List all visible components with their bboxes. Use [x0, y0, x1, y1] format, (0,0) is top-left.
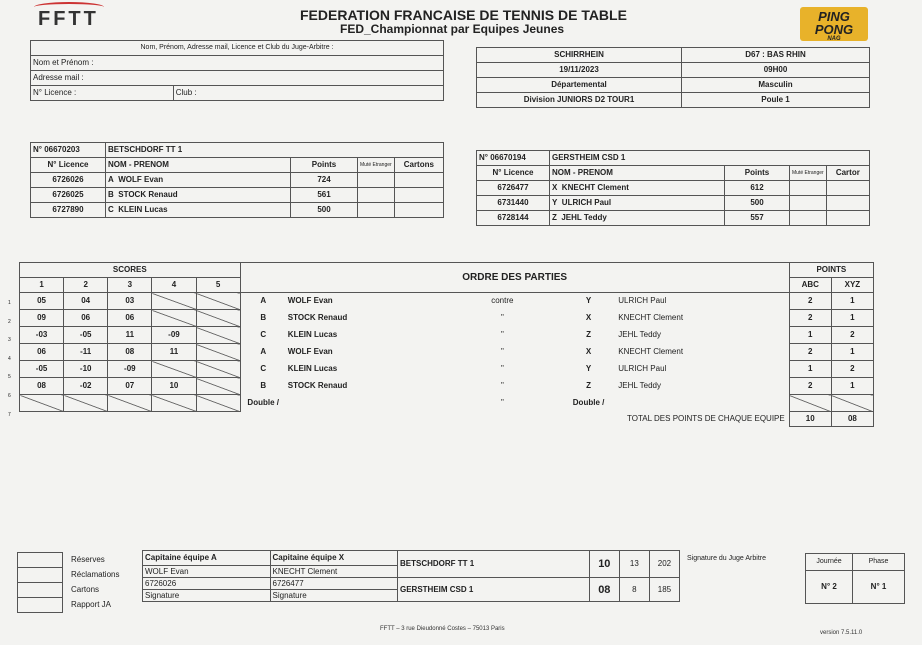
contre-label: "	[500, 398, 504, 407]
ping-pong-badge: PING PONG NAG	[800, 7, 868, 41]
set-score-cell[interactable]: -10	[64, 361, 108, 378]
player-name: WOLF Evan	[118, 175, 164, 184]
team-x-player-row	[477, 181, 870, 196]
phase-label: Phase	[853, 554, 905, 571]
player-x-name: JEHL Teddy	[618, 330, 661, 339]
set-score-cell[interactable]: 09	[20, 310, 64, 327]
player-mute-cell[interactable]	[790, 211, 827, 226]
set-score-cell[interactable]: 06	[64, 310, 108, 327]
points-heading: POINTS	[789, 263, 873, 278]
team-a-numero: N° 06670203	[31, 143, 106, 158]
spacer	[774, 293, 789, 310]
set-header: 3	[108, 278, 152, 293]
set-score-cell[interactable]: 04	[64, 293, 108, 310]
points-xyz: 1	[831, 310, 873, 327]
team-a-col-points: Points	[291, 158, 358, 173]
set-score-cell[interactable]	[20, 395, 64, 412]
team-a-col-licence: N° Licence	[31, 158, 106, 173]
points-abc: 2	[789, 378, 831, 395]
set-score-cell[interactable]	[196, 395, 240, 412]
team-x-player-row	[477, 211, 870, 226]
set-score-cell[interactable]: 05	[20, 293, 64, 310]
player-x-name: KNECHT Clement	[618, 347, 684, 356]
player-name: ULRICH Paul	[561, 198, 612, 207]
set-score-cell[interactable]	[108, 395, 152, 412]
set-score-cell[interactable]	[152, 310, 196, 327]
player-points: 612	[725, 181, 790, 196]
set-score-cell[interactable]: -02	[64, 378, 108, 395]
arbitre-heading: Nom, Prénom, Adresse mail, Licence et Club du Juge-Arbitre :	[31, 41, 444, 56]
team-x-col-nom: NOM - PRENOM	[550, 166, 725, 181]
res-a-col3: 202	[649, 551, 679, 578]
player-a-letter: C	[260, 330, 267, 339]
parties-table	[19, 262, 874, 427]
page-subtitle: FED_Championnat par Equipes Jeunes	[340, 22, 565, 36]
spacer	[774, 378, 789, 395]
player-a-letter: A	[260, 296, 267, 306]
player-letter: Z	[552, 213, 557, 222]
team-x-name: GERSTHEIM CSD 1	[550, 151, 870, 166]
set-score-cell[interactable]: 06	[108, 310, 152, 327]
spacer	[774, 344, 789, 361]
ordre-heading: ORDRE DES PARTIES	[240, 263, 789, 293]
match-niveau: Départemental	[477, 78, 682, 93]
player-cartons-cell[interactable]	[394, 203, 443, 218]
set-score-cell[interactable]: -11	[64, 344, 108, 361]
check-box[interactable]	[18, 598, 63, 613]
player-licence: 6727890	[31, 203, 106, 218]
points-xyz: 2	[831, 361, 873, 378]
match-info-table	[476, 47, 870, 108]
player-a-name	[286, 395, 444, 412]
partie-row	[20, 395, 874, 412]
player-licence: 6728144	[477, 211, 550, 226]
player-a-name: STOCK Renaud	[287, 381, 348, 390]
row-number: 5	[8, 374, 11, 381]
set-score-cell[interactable]: 11	[152, 344, 196, 361]
row-numbers	[8, 300, 16, 430]
partie-row	[20, 344, 874, 361]
player-cartons-cell[interactable]	[394, 188, 443, 203]
contre-label: "	[500, 381, 504, 390]
match-sexe: Masculin	[682, 78, 870, 93]
total-xyz: 08	[831, 412, 873, 427]
player-a-name: KLEIN Lucas	[287, 364, 338, 373]
team-a-col-nom: NOM - PRENOM	[106, 158, 291, 173]
team-x-table	[476, 150, 870, 226]
player-letter: C	[108, 205, 114, 214]
team-a-player-row	[31, 173, 444, 188]
partie-row	[20, 327, 874, 344]
player-a-name: STOCK Renaud	[287, 313, 348, 322]
team-x-col-mute: Muté Etranger	[790, 166, 827, 181]
player-x-name: KNECHT Clement	[618, 313, 684, 322]
cap-a-title: Capitaine équipe A	[143, 551, 271, 566]
player-x-name: ULRICH Paul	[618, 296, 667, 306]
contre-label: "	[500, 313, 504, 322]
row-number: 2	[8, 318, 11, 325]
set-score-cell[interactable]	[196, 361, 240, 378]
abc-header: ABC	[789, 278, 831, 293]
match-date: 19/11/2023	[477, 63, 682, 78]
partie-row	[20, 310, 874, 327]
team-a-col-cartons: Cartons	[394, 158, 443, 173]
player-a-letter: Double /	[247, 398, 279, 407]
set-score-cell[interactable]	[152, 361, 196, 378]
partie-row	[20, 361, 874, 378]
res-x-team: GERSTHEIM CSD 1	[398, 578, 590, 602]
player-a-letter: B	[260, 381, 267, 390]
player-points: 724	[291, 173, 358, 188]
set-score-cell[interactable]: 11	[108, 327, 152, 344]
set-score-cell[interactable]: -05	[64, 327, 108, 344]
journee-table	[805, 553, 905, 604]
team-x-col-points: Points	[725, 166, 790, 181]
match-departement: D67 : BAS RHIN	[682, 48, 870, 63]
match-poule: Poule 1	[682, 93, 870, 108]
player-mute-cell[interactable]	[358, 173, 395, 188]
player-x-letter: Z	[586, 330, 592, 339]
team-x-player-row	[477, 196, 870, 211]
total-abc: 10	[789, 412, 831, 427]
journee-value: N° 2	[806, 571, 853, 604]
set-score-cell[interactable]: 08	[108, 344, 152, 361]
row-number: 6	[8, 392, 11, 399]
team-a-player-row	[31, 188, 444, 203]
player-mute-cell[interactable]	[358, 188, 395, 203]
team-a-player-row	[31, 203, 444, 218]
check-box[interactable]	[18, 553, 63, 568]
cap-x-signature[interactable]: Signature	[270, 590, 398, 602]
set-score-cell[interactable]: -09	[152, 327, 196, 344]
team-x-col-cartons: Cartor	[826, 166, 869, 181]
set-score-cell[interactable]: -05	[20, 361, 64, 378]
contre-label: "	[500, 364, 504, 373]
cap-x-name: KNECHT Clement	[270, 566, 398, 578]
team-a-col-mute: Muté Etranger	[358, 158, 395, 173]
fftt-logo: FFTT	[38, 8, 99, 31]
set-score-cell[interactable]	[196, 327, 240, 344]
team-a-table	[30, 142, 444, 218]
spacer	[774, 310, 789, 327]
set-score-cell[interactable]: -09	[108, 361, 152, 378]
player-name: KNECHT Clement	[561, 183, 629, 192]
set-score-cell[interactable]: -03	[20, 327, 64, 344]
spacer	[774, 327, 789, 344]
arbitre-mail-label[interactable]: Adresse mail :	[31, 71, 444, 86]
page-title: FEDERATION FRANCAISE DE TENNIS DE TABLE	[300, 7, 627, 23]
points-abc: 2	[789, 310, 831, 327]
set-header: 4	[152, 278, 196, 293]
team-x-numero: N° 06670194	[477, 151, 550, 166]
arbitre-table	[30, 40, 444, 101]
footer-address: FFTT – 3 rue Dieudonné Costes – 75013 Paris	[380, 626, 505, 632]
row-number: 4	[8, 355, 11, 362]
checks-table	[17, 552, 122, 613]
phase-value: N° 1	[853, 571, 905, 604]
player-name: STOCK Renaud	[118, 190, 178, 199]
player-letter: B	[108, 190, 114, 199]
set-score-cell[interactable]	[196, 310, 240, 327]
match-heure: 09H00	[682, 63, 870, 78]
points-abc	[789, 395, 831, 412]
sig-ja-label: Signature du Juge Arbitre	[687, 555, 766, 562]
player-licence: 6726026	[31, 173, 106, 188]
arbitre-licence-label[interactable]: N° Licence :	[31, 86, 174, 101]
points-abc: 2	[789, 293, 831, 310]
row-number: 1	[8, 300, 11, 306]
set-header: 2	[64, 278, 108, 293]
check-label: Cartons	[71, 585, 100, 594]
player-letter: X	[552, 183, 558, 192]
player-x-letter: Double /	[572, 398, 605, 407]
contre-label: "	[500, 330, 504, 339]
set-score-cell[interactable]: 03	[108, 293, 152, 310]
arbitre-nom-label[interactable]: Nom et Prénom :	[31, 56, 444, 71]
row-number: 3	[8, 337, 11, 344]
journee-label: Journée	[806, 554, 853, 571]
player-a-letter: C	[260, 364, 267, 373]
set-score-cell[interactable]: 10	[152, 378, 196, 395]
check-label: Rapport JA	[71, 600, 112, 609]
check-box[interactable]	[18, 583, 63, 598]
player-a-name: KLEIN Lucas	[287, 330, 338, 339]
partie-row	[20, 293, 874, 310]
points-xyz: 1	[831, 378, 873, 395]
points-abc: 1	[789, 361, 831, 378]
contre-label: contre	[491, 296, 514, 306]
set-score-cell[interactable]	[64, 395, 108, 412]
player-licence: 6726477	[477, 181, 550, 196]
set-score-cell[interactable]	[196, 344, 240, 361]
cap-x-licence: 6726477	[270, 578, 398, 590]
player-x-letter: Y	[585, 296, 592, 306]
total-label: TOTAL DES POINTS DE CHAQUE EQUIPE	[627, 414, 785, 424]
player-mute-cell[interactable]	[790, 181, 827, 196]
row-number: 7	[8, 411, 11, 418]
player-x-name	[616, 395, 774, 412]
player-points: 500	[725, 196, 790, 211]
player-x-letter: X	[585, 347, 592, 356]
match-lieu: SCHIRRHEIN	[477, 48, 682, 63]
scores-heading: SCORES	[20, 263, 241, 278]
points-abc: 1	[789, 327, 831, 344]
player-letter: Y	[552, 198, 558, 207]
player-licence: 6731440	[477, 196, 550, 211]
set-score-cell[interactable]: 07	[108, 378, 152, 395]
player-cartons-cell[interactable]	[826, 211, 869, 226]
player-x-name: JEHL Teddy	[618, 381, 661, 390]
player-mute-cell[interactable]	[358, 203, 395, 218]
set-score-cell[interactable]	[152, 395, 196, 412]
xyz-header: XYZ	[831, 278, 873, 293]
cap-a-licence: 6726026	[143, 578, 271, 590]
player-x-letter: X	[585, 313, 592, 322]
check-label: Réclamations	[71, 570, 120, 579]
arbitre-club-label[interactable]: Club :	[173, 86, 443, 101]
player-a-name: WOLF Evan	[287, 347, 333, 356]
cap-a-signature[interactable]: Signature	[143, 590, 271, 602]
res-x-col2: 8	[619, 578, 649, 602]
player-a-letter: A	[260, 347, 267, 356]
match-division: Division JUNIORS D2 TOUR1	[477, 93, 682, 108]
partie-row	[20, 378, 874, 395]
check-label: Réserves	[71, 555, 105, 564]
res-a-points: 10	[589, 551, 619, 578]
player-points: 500	[291, 203, 358, 218]
points-xyz: 2	[831, 327, 873, 344]
cap-a-name: WOLF Evan	[143, 566, 271, 578]
player-x-letter: Z	[586, 381, 592, 390]
res-a-col2: 13	[619, 551, 649, 578]
points-xyz	[831, 395, 873, 412]
player-name: KLEIN Lucas	[118, 205, 168, 214]
player-a-name: WOLF Evan	[287, 296, 333, 306]
player-name: JEHL Teddy	[561, 213, 607, 222]
set-score-cell[interactable]	[196, 378, 240, 395]
points-xyz: 1	[831, 293, 873, 310]
player-x-name: ULRICH Paul	[618, 364, 667, 373]
player-letter: A	[108, 175, 114, 184]
set-score-cell[interactable]	[152, 293, 196, 310]
set-score-cell[interactable]: 08	[20, 378, 64, 395]
player-cartons-cell[interactable]	[826, 181, 869, 196]
player-x-letter: Y	[585, 364, 592, 373]
res-x-points: 08	[589, 578, 619, 602]
res-x-col3: 185	[649, 578, 679, 602]
points-abc: 2	[789, 344, 831, 361]
player-a-letter: B	[260, 313, 267, 322]
logo-swoosh-icon	[34, 2, 104, 12]
set-score-cell[interactable]	[196, 293, 240, 310]
contre-label: "	[500, 347, 504, 356]
spacer	[774, 361, 789, 378]
player-points: 557	[725, 211, 790, 226]
spacer	[774, 395, 789, 412]
team-x-col-licence: N° Licence	[477, 166, 550, 181]
player-cartons-cell[interactable]	[394, 173, 443, 188]
set-header: 1	[20, 278, 64, 293]
res-a-team: BETSCHDORF TT 1	[398, 551, 590, 578]
player-points: 561	[291, 188, 358, 203]
version-label: version 7.5.11.0	[820, 630, 863, 636]
cap-x-title: Capitaine équipe X	[270, 551, 398, 566]
team-a-name: BETSCHDORF TT 1	[106, 143, 444, 158]
player-cartons-cell[interactable]	[826, 196, 869, 211]
set-score-cell[interactable]: 06	[20, 344, 64, 361]
check-box[interactable]	[18, 568, 63, 583]
captains-table	[142, 550, 680, 602]
points-xyz: 1	[831, 344, 873, 361]
player-mute-cell[interactable]	[790, 196, 827, 211]
set-header: 5	[196, 278, 240, 293]
player-licence: 6726025	[31, 188, 106, 203]
